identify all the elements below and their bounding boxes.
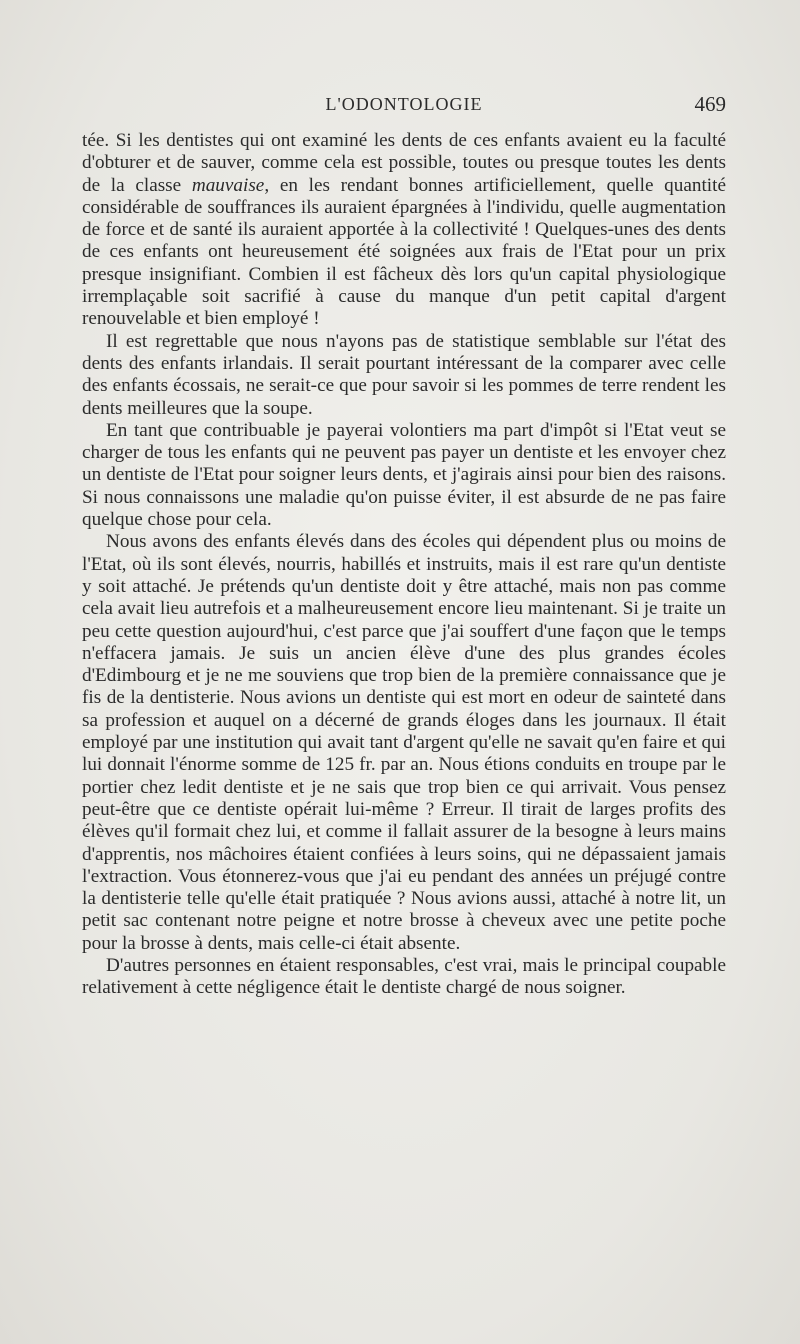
paragraph-4: Nous avons des enfants élevés dans des écoles qui dépendent plus ou moins de l'Etat, où ils sont élevés, nourris, habillés et instruits, mais il est rare qu'un dentiste y soit attaché. Je prétends qu'un dentiste doit y être attaché, mais non pas comme cela avait lieu autrefois et a malheureusement encore lieu maintenant. Si je traite un peu cette question aujourd'hui, c'est parce que j'ai souffert d'une façon que le temps n'effacera jamais. Je suis un ancien élève d'une des plus grandes écoles d'Edimbourg et je ne me souviens que trop bien de la première connaissance que je fis de la dentisterie. Nous avions un dentiste qui est mort en odeur de sainteté dans sa profession et auquel on a décerné de grands éloges dans les journaux. Il était employé par une institution qui avait tant d'argent qu'elle ne savait qu'en faire et qui lui donnait l'énorme somme de 125 fr. par an. Nous étions conduits en troupe par le portier chez ledit dentiste et je ne sais que trop bien ce qui arrivait. Vous pensez peut-être que ce dentiste opérait lui-même ? Erreur. Il tirait de larges profits des élèves qu'il formait chez lui, et comme il fallait assurer de la besogne à leurs mains d'apprentis, nos mâchoires étaient confiées à leurs soins, qui ne dépassaient jamais l'extraction. Vous étonnerez-vous que j'ai eu pendant des années un préjugé contre la dentisterie telle qu'elle était pratiquée ? Nous avions aussi, attaché à notre lit, un petit sac contenant notre peigne et notre brosse à cheveux avec une petite poche pour la brosse à dents, mais celle-ci était absente. bbox=[82, 531, 726, 954]
paragraph-1-emphasis: mauvaise bbox=[191, 174, 265, 196]
paragraph-3: En tant que contribuable je payerai volontiers ma part d'impôt si l'Etat veut se charger de tous les enfants qui ne peuvent pas payer un dentiste et les envoyer chez un dentiste de l'Etat pour soigner leurs dents, et j'agirais ainsi pour bien des raisons. Si nous connaissons une maladie qu'on puisse éviter, il est absurde de ne pas faire quelque chose pour cela. bbox=[82, 419, 726, 531]
paragraph-5: D'autres personnes en étaient responsables, c'est vrai, mais le principal coupable relativement à cette négligence était le dentiste chargé de nous soigner. bbox=[82, 954, 726, 999]
running-title: L'ODONTOLOGIE bbox=[325, 94, 483, 114]
paragraph-2: Il est regrettable que nous n'ayons pas de statistique semblable sur l'état des dents des enfants irlandais. Il serait pourtant intéressant de la comparer avec celle des enfants écossais, ne serait-ce que pour savoir si les pommes de terre rendent les dents meilleures que la soupe. bbox=[82, 330, 726, 419]
body-text bbox=[82, 130, 726, 1000]
paragraph-1-text-end: , en les rendant bonnes artificiellement, quelle quantité considérable de souffrances ils auraient épargnées à l'individu, quelle augmentation de force et de santé ils auraient apportée à la collectivité ! Quelques-unes des dents de ces enfants ont heureusement été soignées aux frais de l'Etat pour un prix presque insignifiant. Combien il est fâcheux dès lors qu'un capital physiologique irremplaçable soit sacrifié à cause du manque d'un petit capital d'argent renouvelable et bien employé ! bbox=[82, 174, 726, 330]
paragraph-1 bbox=[82, 130, 726, 331]
page-header bbox=[82, 92, 726, 122]
paragraph-1-text-start: tée. Si les dentistes qui ont examiné les dents de ces enfants avaient eu la faculté d'obturer et de sauver, comme cela est possible, toutes ou presque toutes les dents de la classe bbox=[82, 130, 726, 196]
page-number: 469 bbox=[694, 92, 726, 116]
